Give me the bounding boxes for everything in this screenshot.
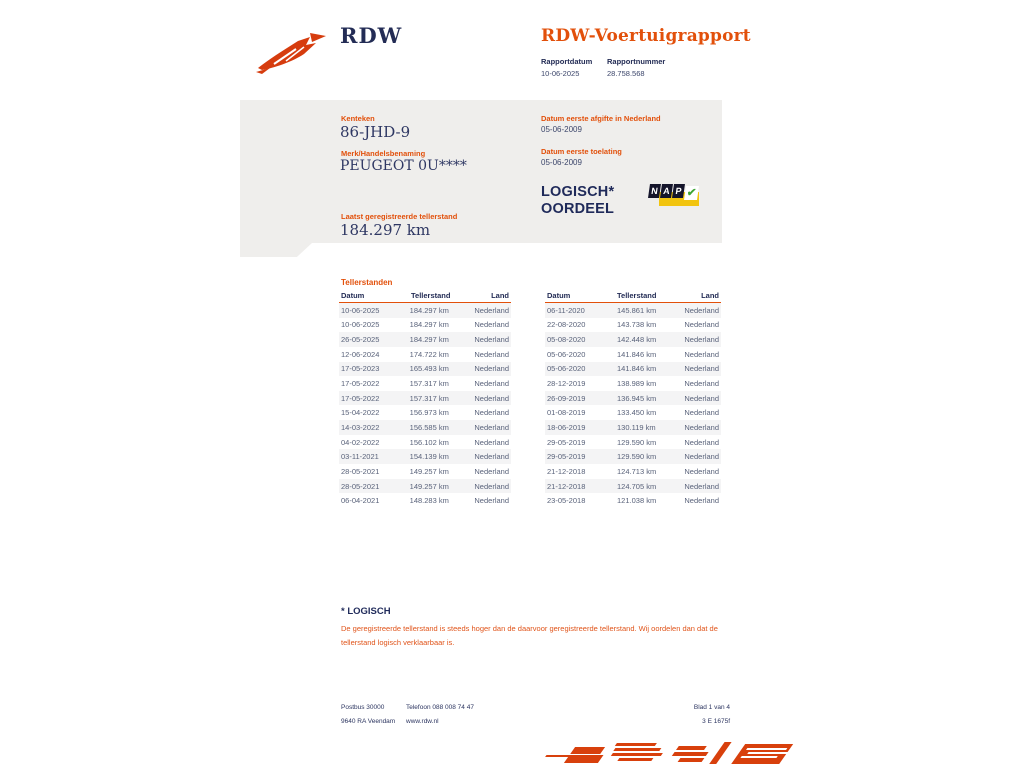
table-row — [339, 420, 511, 435]
table-row — [339, 464, 511, 479]
page-footer — [341, 701, 730, 725]
footer-address-line1: Postbus 30000 — [341, 704, 385, 711]
merk-label: Merk/Handelsbenaming — [341, 149, 426, 158]
table-cell: Nederland — [474, 335, 509, 345]
table-cell: 26-05-2025 — [341, 335, 380, 345]
table-cell: 03-11-2021 — [341, 452, 379, 462]
table-cell: 17-05-2022 — [341, 379, 380, 389]
table-row — [545, 435, 721, 450]
table-row — [339, 376, 511, 391]
table-row — [545, 362, 721, 377]
table-row — [545, 332, 721, 347]
footnote-text: De geregistreerde tellerstand is steeds hoger dan de daarvoor geregistreerde tellerstand. Wij oordelen dan dat de tellerstand logisch verklaarbaar is. — [341, 624, 718, 647]
table-cell: 148.283 km — [409, 496, 449, 506]
table-header-row — [339, 291, 511, 303]
table-cell: 121.038 km — [617, 496, 657, 506]
table-cell: Nederland — [684, 496, 719, 506]
table-cell: 174.722 km — [409, 349, 449, 359]
vehicle-summary-panel — [240, 100, 722, 243]
table-cell: Nederland — [684, 408, 719, 418]
readings-table-right — [545, 291, 721, 508]
report-number-label: Rapportnummer — [607, 57, 666, 66]
table-cell: Nederland — [684, 437, 719, 447]
table-cell: Nederland — [684, 349, 719, 359]
table-cell: 06-04-2021 — [341, 496, 380, 506]
table-cell: 184.297 km — [409, 305, 449, 315]
table-cell: 184.297 km — [409, 320, 449, 330]
table-cell: Nederland — [684, 393, 719, 403]
tellerstand-value: 184.297 km — [340, 221, 431, 239]
toelating-value: 05-06-2009 — [541, 158, 582, 167]
rdw-logo-icon — [254, 24, 332, 79]
table-cell: 143.738 km — [617, 320, 657, 330]
afgifte-value: 05-06-2009 — [541, 125, 582, 134]
table-cell: Nederland — [474, 305, 509, 315]
table-cell: Nederland — [474, 466, 509, 476]
table-cell: 156.585 km — [409, 422, 449, 432]
table-cell: 10-06-2025 — [341, 305, 380, 315]
toelating-label: Datum eerste toelating — [541, 147, 622, 156]
table-cell: 14-03-2022 — [341, 422, 380, 432]
table-row — [545, 493, 721, 508]
table-row — [545, 479, 721, 494]
nap-letter-n: N — [648, 184, 661, 198]
table-cell: 21-12-2018 — [547, 481, 586, 491]
table-row — [339, 362, 511, 377]
table-cell: Nederland — [684, 320, 719, 330]
table-row — [339, 332, 511, 347]
table-row — [545, 318, 721, 333]
table-cell: 18-06-2019 — [547, 422, 586, 432]
table-cell: 29-05-2019 — [547, 437, 586, 447]
readings-title: Tellerstanden — [341, 278, 393, 287]
table-cell: 15-04-2022 — [341, 408, 380, 418]
table-cell: 26-09-2019 — [547, 393, 586, 403]
table-cell: Nederland — [684, 452, 719, 462]
oordeel-verdict — [541, 184, 614, 218]
table-cell: 156.102 km — [409, 437, 449, 447]
table-cell: 129.590 km — [617, 452, 657, 462]
col-header-tellerstand: Tellerstand — [411, 291, 451, 300]
table-cell: 28-05-2021 — [341, 481, 380, 491]
footer-page-number: Blad 1 van 4 — [693, 704, 730, 711]
table-cell: Nederland — [474, 408, 509, 418]
table-cell: 17-05-2022 — [341, 393, 380, 403]
table-row — [545, 449, 721, 464]
table-cell: 05-08-2020 — [547, 335, 586, 345]
table-cell: 05-06-2020 — [547, 364, 586, 374]
table-cell: 04-02-2022 — [341, 437, 380, 447]
table-cell: 21-12-2018 — [547, 466, 586, 476]
table-cell: 06-11-2020 — [547, 305, 585, 315]
table-cell: 28-12-2019 — [547, 379, 586, 389]
table-cell: 136.945 km — [617, 393, 657, 403]
table-cell: Nederland — [474, 481, 509, 491]
rdw-stripes-graphic — [545, 740, 807, 768]
table-cell: 23-05-2018 — [547, 496, 586, 506]
footer-website: www.rdw.nl — [406, 718, 439, 725]
table-row — [339, 405, 511, 420]
table-cell: 17-05-2023 — [341, 364, 380, 374]
table-cell: 10-06-2025 — [341, 320, 380, 330]
kenteken-label: Kenteken — [341, 114, 375, 123]
table-cell: Nederland — [474, 349, 509, 359]
table-cell: 157.317 km — [409, 393, 449, 403]
oordeel-line2: OORDEEL — [541, 201, 615, 217]
table-cell: 141.846 km — [617, 349, 657, 359]
table-cell: Nederland — [684, 364, 719, 374]
table-row — [339, 391, 511, 406]
report-number-value: 28.758.568 — [607, 69, 645, 78]
table-cell: 124.705 km — [617, 481, 657, 491]
table-cell: 149.257 km — [409, 481, 449, 491]
footer-phone: Telefoon 088 008 74 47 — [406, 704, 474, 711]
table-cell: Nederland — [474, 393, 509, 403]
table-row — [545, 420, 721, 435]
table-row — [545, 347, 721, 362]
report-date-value: 10-06-2025 — [541, 69, 580, 78]
table-cell: 165.493 km — [409, 364, 449, 374]
page-title: RDW-Voertuigrapport — [541, 26, 751, 46]
table-cell: Nederland — [474, 452, 509, 462]
nap-check-icon: ✔ — [684, 186, 699, 200]
table-cell: 12-06-2024 — [341, 349, 380, 359]
col-header-land: Land — [701, 291, 719, 300]
table-row — [339, 318, 511, 333]
table-row — [545, 405, 721, 420]
table-cell: 157.317 km — [409, 379, 449, 389]
footer-form-code: 3 E 1675f — [702, 718, 730, 725]
col-header-datum: Datum — [547, 291, 571, 300]
merk-value: PEUGEOT 0U**** — [340, 158, 467, 174]
table-cell: 130.119 km — [617, 422, 656, 432]
report-meta — [541, 57, 666, 78]
table-cell: 22-08-2020 — [547, 320, 586, 330]
table-cell: 28-05-2021 — [341, 466, 380, 476]
table-cell: Nederland — [684, 422, 719, 432]
nap-letter-a: A — [660, 184, 673, 198]
table-row — [339, 449, 511, 464]
table-cell: 133.450 km — [617, 408, 657, 418]
table-header-row — [545, 291, 721, 303]
table-row — [545, 303, 721, 318]
table-cell: 29-05-2019 — [547, 452, 586, 462]
table-cell: Nederland — [474, 422, 509, 432]
table-cell: Nederland — [684, 379, 719, 389]
kenteken-value: 86-JHD-9 — [340, 123, 411, 141]
table-cell: Nederland — [684, 466, 719, 476]
footnote-title: * LOGISCH — [341, 606, 391, 617]
table-cell: 184.297 km — [409, 335, 449, 345]
nap-letter-p: P — [672, 184, 685, 198]
oordeel-line1: LOGISCH* — [541, 184, 615, 200]
col-header-land: Land — [491, 291, 509, 300]
col-header-tellerstand: Tellerstand — [617, 291, 657, 300]
table-cell: 05-06-2020 — [547, 349, 586, 359]
table-row — [339, 347, 511, 362]
tellerstand-label: Laatst geregistreerde tellerstand — [341, 212, 458, 221]
table-cell: 138.989 km — [617, 379, 657, 389]
afgifte-label: Datum eerste afgifte in Nederland — [541, 114, 661, 123]
table-cell: 145.861 km — [617, 305, 657, 315]
table-row — [545, 376, 721, 391]
table-cell: Nederland — [684, 335, 719, 345]
table-row — [545, 464, 721, 479]
table-row — [339, 303, 511, 318]
table-cell: 154.139 km — [409, 452, 449, 462]
rdw-wordmark: RDW — [340, 23, 403, 48]
footer-address-line2: 9640 RA Veendam — [341, 718, 396, 725]
table-cell: Nederland — [474, 379, 509, 389]
table-cell: 141.846 km — [617, 364, 657, 374]
panel-tail-shape — [240, 243, 312, 257]
report-date-label: Rapportdatum — [541, 57, 593, 66]
table-row — [339, 435, 511, 450]
table-cell: 149.257 km — [409, 466, 449, 476]
readings-table-left — [339, 291, 511, 508]
table-cell: Nederland — [684, 305, 719, 315]
table-cell: Nederland — [474, 496, 509, 506]
table-cell: 01-08-2019 — [547, 408, 586, 418]
table-cell: Nederland — [684, 481, 719, 491]
table-cell: Nederland — [474, 437, 509, 447]
table-row — [545, 391, 721, 406]
table-cell: Nederland — [474, 364, 509, 374]
table-cell: Nederland — [474, 320, 509, 330]
table-cell: 156.973 km — [409, 408, 449, 418]
table-row — [339, 479, 511, 494]
nap-logo — [648, 184, 700, 210]
col-header-datum: Datum — [341, 291, 365, 300]
table-cell: 142.448 km — [617, 335, 657, 345]
table-cell: 124.713 km — [617, 466, 657, 476]
table-row — [339, 493, 511, 508]
table-cell: 129.590 km — [617, 437, 657, 447]
